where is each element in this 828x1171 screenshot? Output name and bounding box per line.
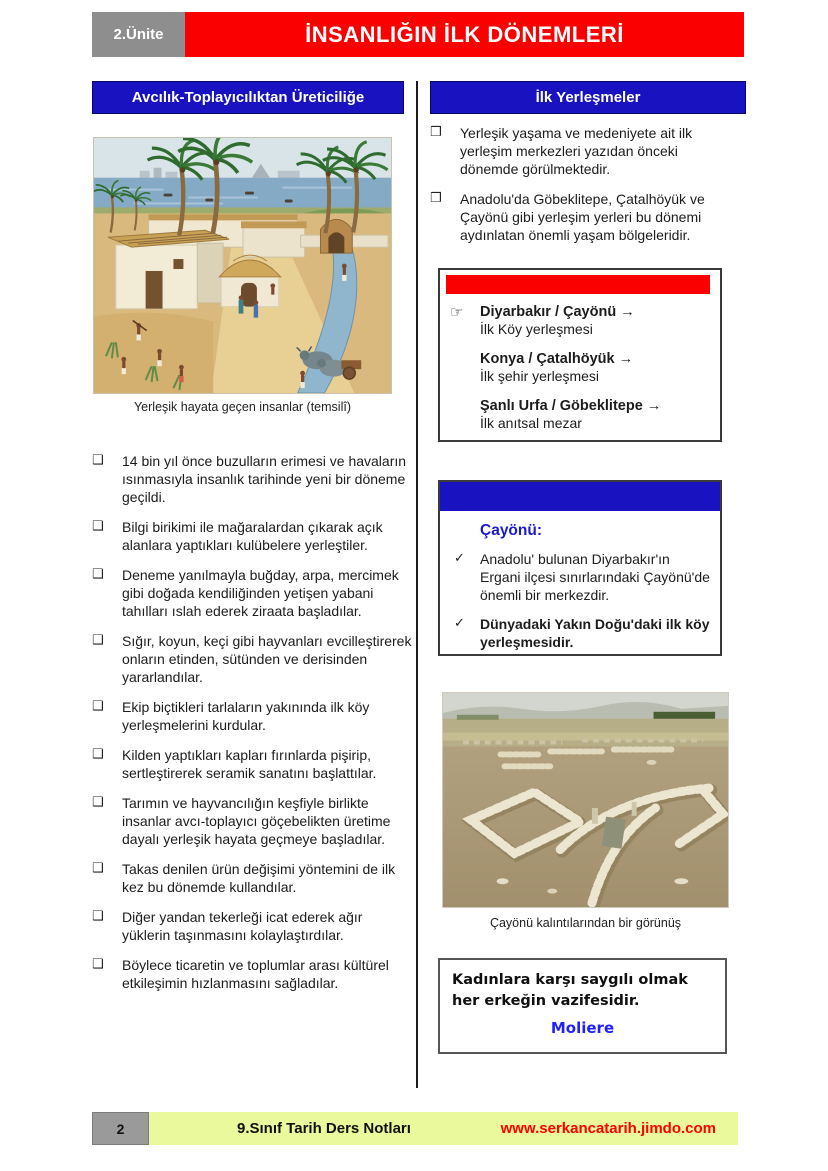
square-bullet-icon: ❑ xyxy=(92,519,104,534)
settlement-title: Konya / Çatalhöyük → xyxy=(480,351,634,367)
settlement-description: İlk Köy yerleşmesi xyxy=(480,321,593,337)
square-bullet-icon: ❑ xyxy=(92,861,104,876)
bullet-text: Ekip biçtikleri tarlaların yakınında ilk köy yerleşmelerini kurdular. xyxy=(122,699,370,733)
list-item xyxy=(92,518,414,554)
list-item xyxy=(92,908,414,944)
settlement-description: İlk anıtsal mezar xyxy=(480,415,582,431)
bullet-text: Takas denilen ürün değişimi yöntemini de ilk kez bu dönemde kullandılar. xyxy=(122,861,396,895)
unit-badge: 2.Ünite xyxy=(92,12,185,57)
right-section-header: İlk Yerleşmeler xyxy=(430,81,746,114)
bullet-text: Tarımın ve hayvancılığın keşfiyle birlikte insanlar avcı-toplayıcı göçebelikten üretime dayalı yerleşik hayata geçmeye başladılar. xyxy=(122,795,391,847)
square-bullet-icon: ❑ xyxy=(92,957,104,972)
bullet-text: Bilgi birikimi ile mağaralardan çıkarak açık alanlara yaptıkları kulübelere yerleştiler. xyxy=(122,519,383,553)
square-bullet-icon: ❑ xyxy=(92,567,104,582)
list-item xyxy=(92,860,414,896)
cayonu-item-text: Anadolu' bulunan Diyarbakır'ın Ergani ilçesi sınırlarındaki Çayönü'de önemli bir merkezdir. xyxy=(480,551,710,603)
list-item xyxy=(430,124,722,178)
square-bullet-icon: ❑ xyxy=(92,795,104,810)
right-bullet-list xyxy=(430,124,722,256)
footer-url: www.serkancatarih.jimdo.com xyxy=(500,1120,716,1137)
bullet-text: Böylece ticaretin ve toplumlar arası kültürel etkileşimin hızlanmasını sağladılar. xyxy=(122,957,389,991)
cayonu-heading: Çayönü: xyxy=(480,522,542,539)
settlement-item xyxy=(480,304,712,338)
cayonu-item xyxy=(454,615,710,651)
checkmark-icon: ✓ xyxy=(454,551,465,566)
cayonu-box xyxy=(438,480,722,656)
bullet-text: Yerleşik yaşama ve medeniyete ait ilk yerleşim merkezleri yazıdan önceki dönemde görülmektedir. xyxy=(460,125,693,177)
ruins-caption: Çayönü kalıntılarından bir görünüş xyxy=(489,916,682,930)
page-number: 2 xyxy=(92,1112,149,1145)
ruins-photo xyxy=(442,692,729,908)
list-item xyxy=(92,632,414,686)
settlement-description: İlk şehir yerleşmesi xyxy=(480,368,600,384)
bullet-text: 14 bin yıl önce buzulların erimesi ve havaların ısınmasıyla insanlık tarihinde yeni bir döneme geçildi. xyxy=(122,453,407,505)
square-bullet-icon: ❒ xyxy=(430,191,442,206)
blue-heading-bar xyxy=(440,482,720,511)
square-bullet-icon: ❑ xyxy=(92,699,104,714)
square-bullet-icon: ❑ xyxy=(92,633,104,648)
pointing-hand-icon: ☞ xyxy=(450,303,464,321)
footer-title: 9.Sınıf Tarih Ders Notları xyxy=(237,1120,411,1137)
red-heading-bar xyxy=(446,275,710,294)
settlement-item xyxy=(480,351,712,385)
list-item xyxy=(92,794,414,848)
bullet-text: Kilden yaptıkları kapları fırınlarda pişirip, sertleştirerek seramik sanatını başlattılar. xyxy=(122,747,377,781)
checkmark-icon: ✓ xyxy=(454,616,465,631)
footer-bar xyxy=(149,1112,738,1145)
square-bullet-icon: ❑ xyxy=(92,909,104,924)
village-caption: Yerleşik hayata geçen insanlar (temsilî) xyxy=(133,400,351,414)
list-item xyxy=(92,956,414,992)
cayonu-item-text: Dünyadaki Yakın Doğu'daki ilk köy yerleşmesidir. xyxy=(480,616,710,650)
list-item xyxy=(430,190,722,244)
bullet-text: Anadolu'da Göbeklitepe, Çatalhöyük ve Çayönü gibi yerleşim yerleri bu dönemi aydınlatan önemli yaşam bölgeleridir. xyxy=(460,191,705,243)
list-item xyxy=(92,566,414,620)
bullet-text: Deneme yanılmayla buğday, arpa, mercimek gibi doğada kendiliğinden yetişen yabani tahılları ıslah ederek ziraata başladılar. xyxy=(122,567,399,619)
settlement-item xyxy=(480,398,712,432)
list-item xyxy=(92,452,414,506)
quote-author: Moliere xyxy=(550,1019,615,1037)
settlements-box xyxy=(438,268,722,442)
list-item xyxy=(92,746,414,782)
settlement-title: Şanlı Urfa / Göbeklitepe → xyxy=(480,398,662,414)
square-bullet-icon: ❒ xyxy=(430,125,442,140)
bullet-text: Diğer yandan tekerleği icat ederek ağır yüklerin taşınmasını kolaylaştırdılar. xyxy=(122,909,363,943)
left-bullet-list xyxy=(92,452,414,1004)
quote-box xyxy=(438,958,727,1054)
square-bullet-icon: ❑ xyxy=(92,453,104,468)
left-section-header: Avcılık-Toplayıcılıktan Üreticiliğe xyxy=(92,81,404,114)
quote-text: Kadınlara karşı saygılı olmak her erkeğin vazifesidir. xyxy=(452,972,688,1009)
cayonu-item xyxy=(454,550,710,604)
column-divider xyxy=(416,81,418,1088)
page-title: İNSANLIĞIN İLK DÖNEMLERİ xyxy=(185,12,744,57)
list-item xyxy=(92,698,414,734)
square-bullet-icon: ❑ xyxy=(92,747,104,762)
settlement-list xyxy=(450,303,712,432)
settlement-title: Diyarbakır / Çayönü → xyxy=(480,304,635,320)
village-illustration xyxy=(93,137,392,394)
cayonu-list xyxy=(454,550,710,651)
bullet-text: Sığır, koyun, keçi gibi hayvanları evcilleştirerek onların etinden, sütünden ve derisinden yararlandılar. xyxy=(122,633,412,685)
